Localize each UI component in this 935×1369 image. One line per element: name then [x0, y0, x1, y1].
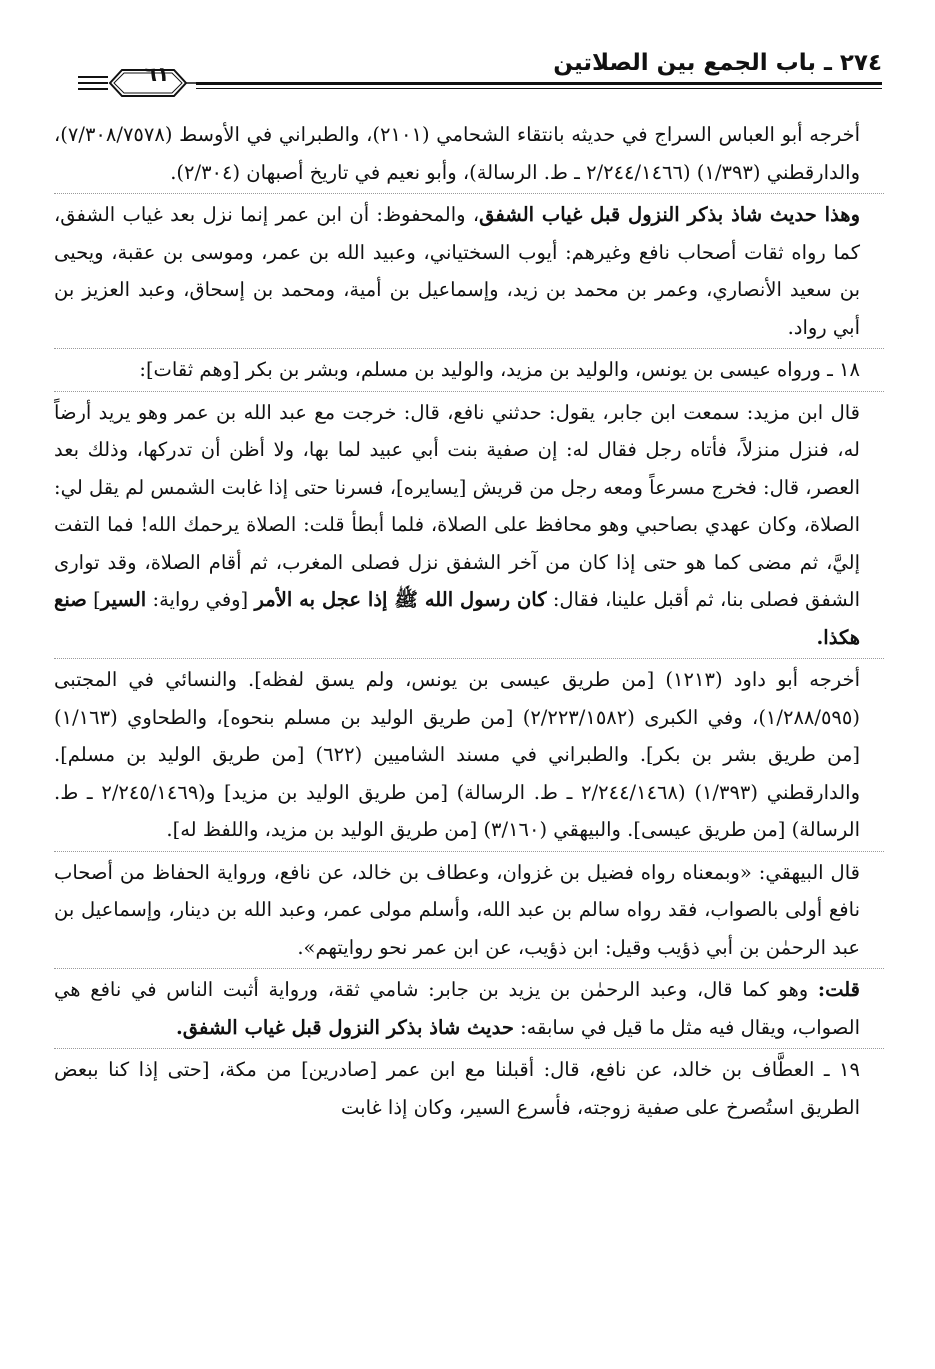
body-text: قال البيهقي: «وبمعناه رواه فضيل بن غزوان، وعطاف بن خالد، عن نافع، ورواية الحفاظ من أصحاب نافع أولى بالصواب، فقد رواه سالم بن عبد الله، وأسلم مولى عمر، وعبد الله بن دينار، وإسماعيل بن عبد الرحمٰن بن أبي ذؤيب وقيل: ابن ذؤيب، عن ابن عمر نحو روايتهم».	[54, 860, 860, 959]
running-title: ٢٧٤ ـ باب الجمع بين الصلاتين	[553, 50, 882, 76]
body-text: ، والمحفوظ: أن ابن عمر إنما نزل بعد غياب الشفق، كما رواه ثقات أصحاب نافع وغيرهم: أيوب السختياني، وعبيد الله بن عمر، وموسى بن عقبة، ويحيى بن سعيد الأنصاري، وعمر بن محمد بن زيد، وإسماعيل بن أمية، ومحمد بن إسحاق، وعبد العزيز بن أبي رواد.	[54, 203, 860, 339]
paragraph-p3	[54, 348, 884, 389]
paragraph-p7	[54, 968, 884, 1046]
bold-text: حديث شاذ بذكر النزول قبل غياب الشفق.	[176, 1015, 514, 1039]
bold-text: وهذا حديث شاذ بذكر النزول قبل غياب الشفق	[479, 203, 860, 226]
header-rule-thin	[196, 88, 882, 89]
paragraph-p2	[54, 193, 884, 346]
paragraph-p4	[54, 391, 884, 657]
body-text: وهو كما قال، وعبد الرحمٰن بن يزيد بن جابر: شامي ثقة، ورواية أثبت الناس في نافع هي الصواب، ويقال فيه مثل ما قيل في سابقه:	[54, 978, 860, 1039]
bold-text: صنع هكذا.	[54, 588, 860, 649]
paragraph-p5	[54, 658, 884, 849]
body-text: أخرجه أبو العباس السراج في حديثه بانتقاء الشحامي (٢١٠١)، والطبراني في الأوسط (٧/٣٠٨/٧٥٧٨)، والدارقطني (١/٣٩٣) (٢/٢٤٤/١٤٦٦ ـ ط. الرسالة)، وأبو نعيم في تاريخ أصبهان (٢/٣٠٤).	[54, 123, 860, 184]
main-text	[54, 116, 884, 1128]
body-text: ]	[86, 588, 101, 611]
paragraph-p8	[54, 1048, 884, 1126]
body-text: ١٨ ـ ورواه عيسى بن يونس، والوليد بن مزيد، والوليد بن مسلم، وبشر بن بكر [وهم ثقات]:	[139, 358, 860, 381]
body-text: أخرجه أبو داود (١٢١٣) [من طريق عيسى بن يونس، ولم يسق لفظه]. والنسائي في المجتبى (١/٢٨٨/٥٩٥)، وفي الكبرى (٢/٢٢٣/١٥٨٢) [من طريق الوليد بن مسلم بنحوه]، والطحاوي (١/١٦٣) [من طريق بشر بن بكر]. والطبراني في مسند الشاميين (٦٢٢) [من طريق الوليد بن مسلم]. والدارقطني (١/٣٩٣) (٢/٢٤٤/١٤٦٨ ـ ط. الرسالة) [من طريق الوليد بن مزيد] و(٢/٢٤٥/١٤٦٩ ـ ط. الرسالة) [من طريق عيسى]. والبيهقي (٣/١٦٠) [من طريق الوليد بن مزيد، واللفظ له].	[54, 668, 861, 841]
bold-text: السير	[100, 588, 147, 611]
page-number: ٦١	[144, 62, 170, 86]
paragraph-p1	[54, 116, 884, 191]
body-text: قال ابن مزيد: سمعت ابن جابر، يقول: حدثني نافع، قال: خرجت مع عبد الله بن عمر وهو يريد أرضاً له، فنزل منزلاً، فأتاه رجل فقال له: إن صفية بنت أبي عبيد لما بها، ولا أظن أن تدركها، وذلك بعد العصر، قال: فخرج مسرعاً ومعه رجل من قريش [يسايره]، فسرنا حتى إذا غابت الشمس لم يقل لي: الصلاة، وكان عهدي بصاحبي وهو محافظ على الصلاة، فلما أبطأ قلت: الصلاة يرحمك الله! فما التفت إليَّ، ثم مضى كما هو حتى إذا كان من آخر الشفق نزل فصلى المغرب، ثم أقام الصلاة، وقد توارى الشفق فصلى بنا، ثم أقبل علينا، فقال:	[54, 400, 861, 611]
page-header	[86, 48, 882, 106]
bold-text: قلت:	[817, 978, 860, 1001]
bold-text: كان رسول الله ﷺ إذا عجل به الأمر	[254, 588, 547, 611]
paragraph-p6	[54, 851, 884, 967]
body-text: [وفي رواية:	[146, 588, 255, 611]
body-text: ١٩ ـ العطَّاف بن خالد، عن نافع، قال: أقبلنا مع ابن عمر [صادرين] من مكة، [حتى إذا كنا ببعض الطريق استُصرخ على صفية زوجته، فأسرع السير، وكان إذا غابت	[54, 1058, 860, 1119]
header-rule-thick	[196, 82, 882, 85]
